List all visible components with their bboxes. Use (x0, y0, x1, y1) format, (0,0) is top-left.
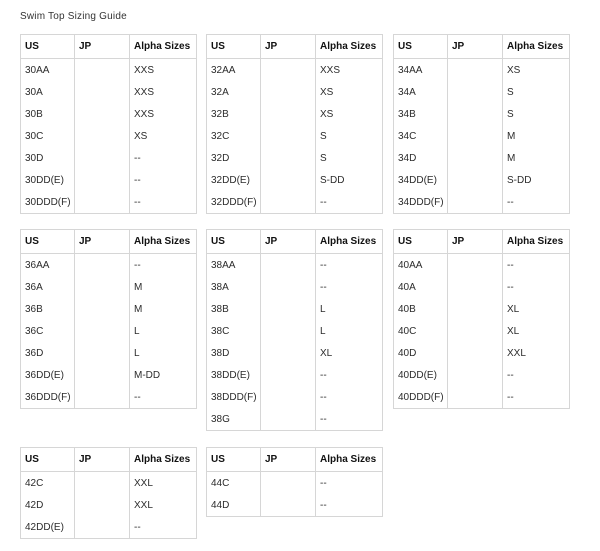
cell-jp (75, 386, 130, 409)
cell-jp (261, 254, 316, 277)
cell-jp (448, 81, 503, 103)
cell-alpha-size: -- (316, 364, 383, 386)
cell-alpha-size: XS (503, 59, 570, 82)
cell-jp (75, 191, 130, 214)
cell-us: 32DD(E) (207, 169, 261, 191)
cell-alpha-size: -- (316, 408, 383, 431)
table-row (207, 169, 383, 191)
cell-jp (448, 169, 503, 191)
header-us: US (21, 230, 75, 254)
cell-jp (75, 169, 130, 191)
table-row (21, 147, 197, 169)
cell-us: 40A (394, 276, 448, 298)
cell-alpha-size: -- (316, 254, 383, 277)
cell-jp (261, 191, 316, 214)
cell-alpha-size: -- (130, 386, 197, 409)
cell-jp (261, 59, 316, 82)
size-table-30 (20, 34, 197, 214)
table-row (207, 254, 383, 277)
size-table-40 (393, 229, 570, 409)
cell-us: 40DDD(F) (394, 386, 448, 409)
cell-jp (448, 59, 503, 82)
cell-jp (448, 298, 503, 320)
cell-alpha-size: -- (316, 472, 383, 495)
cell-alpha-size: XS (130, 125, 197, 147)
cell-us: 34C (394, 125, 448, 147)
size-table-32 (206, 34, 383, 214)
cell-alpha-size: -- (316, 276, 383, 298)
cell-alpha-size: XXS (130, 81, 197, 103)
size-table-38 (206, 229, 383, 431)
table-row (21, 516, 197, 539)
cell-alpha-size: -- (316, 494, 383, 517)
table-row (21, 276, 197, 298)
table-row (207, 191, 383, 214)
cell-alpha-size: L (130, 342, 197, 364)
header-alpha-sizes: Alpha Sizes (130, 448, 197, 472)
header-jp: JP (261, 448, 316, 472)
header-alpha-sizes: Alpha Sizes (316, 35, 383, 59)
cell-us: 32A (207, 81, 261, 103)
cell-us: 40B (394, 298, 448, 320)
table-row (394, 81, 570, 103)
table-row (394, 191, 570, 214)
cell-jp (75, 516, 130, 539)
cell-jp (75, 125, 130, 147)
cell-us: 36DD(E) (21, 364, 75, 386)
cell-jp (448, 103, 503, 125)
table-row (21, 472, 197, 495)
cell-us: 30DDD(F) (21, 191, 75, 214)
cell-jp (448, 191, 503, 214)
cell-us: 44C (207, 472, 261, 495)
cell-alpha-size: S-DD (503, 169, 570, 191)
table-row (21, 342, 197, 364)
header-jp: JP (448, 35, 503, 59)
table-row (394, 125, 570, 147)
header-alpha-sizes: Alpha Sizes (130, 35, 197, 59)
cell-jp (261, 276, 316, 298)
table-row (394, 147, 570, 169)
table-row (207, 320, 383, 342)
cell-alpha-size: M (503, 125, 570, 147)
cell-jp (75, 342, 130, 364)
table-row (21, 81, 197, 103)
cell-jp (448, 254, 503, 277)
header-alpha-sizes: Alpha Sizes (316, 448, 383, 472)
header-alpha-sizes: Alpha Sizes (316, 230, 383, 254)
cell-alpha-size: -- (503, 254, 570, 277)
table-row (21, 298, 197, 320)
cell-us: 32C (207, 125, 261, 147)
header-alpha-sizes: Alpha Sizes (130, 230, 197, 254)
table-row (207, 408, 383, 431)
table-row (21, 320, 197, 342)
header-us: US (207, 448, 261, 472)
cell-us: 40AA (394, 254, 448, 277)
cell-alpha-size: -- (130, 147, 197, 169)
cell-us: 38C (207, 320, 261, 342)
cell-us: 42DD(E) (21, 516, 75, 539)
cell-us: 34DDD(F) (394, 191, 448, 214)
table-row (394, 103, 570, 125)
table-row (207, 125, 383, 147)
cell-alpha-size: XXS (316, 59, 383, 82)
table-row (394, 386, 570, 409)
header-alpha-sizes: Alpha Sizes (503, 35, 570, 59)
cell-jp (261, 408, 316, 431)
cell-us: 38DD(E) (207, 364, 261, 386)
cell-jp (261, 386, 316, 408)
header-jp: JP (75, 448, 130, 472)
cell-jp (261, 169, 316, 191)
table-row (21, 494, 197, 516)
table-row (207, 276, 383, 298)
cell-us: 42C (21, 472, 75, 495)
header-jp: JP (261, 230, 316, 254)
table-row (21, 364, 197, 386)
table-row (207, 386, 383, 408)
table-row (394, 59, 570, 82)
cell-us: 36D (21, 342, 75, 364)
cell-us: 40D (394, 342, 448, 364)
header-alpha-sizes: Alpha Sizes (503, 230, 570, 254)
table-row (21, 59, 197, 82)
cell-jp (75, 254, 130, 277)
table-row (21, 125, 197, 147)
cell-us: 34DD(E) (394, 169, 448, 191)
table-row (207, 103, 383, 125)
header-jp: JP (75, 35, 130, 59)
table-row (394, 169, 570, 191)
table-row (21, 386, 197, 409)
table-row (21, 254, 197, 277)
cell-jp (261, 298, 316, 320)
header-us: US (394, 35, 448, 59)
cell-us: 34B (394, 103, 448, 125)
size-table-36 (20, 229, 197, 409)
cell-us: 42D (21, 494, 75, 516)
cell-us: 36C (21, 320, 75, 342)
cell-jp (261, 147, 316, 169)
cell-alpha-size: XL (503, 320, 570, 342)
cell-alpha-size: XXL (130, 494, 197, 516)
cell-alpha-size: S (316, 125, 383, 147)
cell-jp (261, 103, 316, 125)
cell-jp (75, 276, 130, 298)
cell-jp (448, 342, 503, 364)
cell-jp (75, 147, 130, 169)
cell-alpha-size: -- (130, 169, 197, 191)
cell-us: 30D (21, 147, 75, 169)
cell-jp (75, 320, 130, 342)
cell-alpha-size: M-DD (130, 364, 197, 386)
cell-jp (75, 472, 130, 495)
header-jp: JP (261, 35, 316, 59)
cell-us: 38G (207, 408, 261, 431)
table-row (207, 494, 383, 517)
cell-alpha-size: S-DD (316, 169, 383, 191)
cell-alpha-size: XS (316, 81, 383, 103)
cell-jp (261, 125, 316, 147)
table-row (207, 298, 383, 320)
cell-alpha-size: XL (316, 342, 383, 364)
cell-jp (448, 147, 503, 169)
cell-alpha-size: M (130, 276, 197, 298)
cell-alpha-size: -- (503, 364, 570, 386)
cell-alpha-size: -- (130, 254, 197, 277)
cell-us: 32B (207, 103, 261, 125)
cell-us: 38AA (207, 254, 261, 277)
table-row (394, 364, 570, 386)
cell-us: 38D (207, 342, 261, 364)
cell-alpha-size: XXS (130, 103, 197, 125)
cell-us: 34AA (394, 59, 448, 82)
cell-jp (261, 494, 316, 517)
cell-alpha-size: L (316, 298, 383, 320)
cell-us: 38B (207, 298, 261, 320)
cell-jp (261, 320, 316, 342)
cell-us: 40C (394, 320, 448, 342)
header-us: US (207, 35, 261, 59)
table-row (394, 298, 570, 320)
cell-alpha-size: XXL (503, 342, 570, 364)
cell-us: 38A (207, 276, 261, 298)
cell-jp (75, 59, 130, 82)
cell-us: 40DD(E) (394, 364, 448, 386)
cell-alpha-size: XL (503, 298, 570, 320)
cell-jp (448, 276, 503, 298)
size-table-44 (206, 447, 383, 517)
table-row (394, 342, 570, 364)
cell-us: 32DDD(F) (207, 191, 261, 214)
table-row (21, 169, 197, 191)
cell-us: 32D (207, 147, 261, 169)
cell-jp (261, 342, 316, 364)
cell-alpha-size: L (316, 320, 383, 342)
cell-jp (75, 298, 130, 320)
table-row (394, 254, 570, 277)
size-table-34 (393, 34, 570, 214)
cell-us: 36AA (21, 254, 75, 277)
cell-alpha-size: -- (316, 191, 383, 214)
cell-jp (75, 494, 130, 516)
cell-alpha-size: M (503, 147, 570, 169)
cell-alpha-size: L (130, 320, 197, 342)
table-row (207, 342, 383, 364)
cell-us: 32AA (207, 59, 261, 82)
cell-alpha-size: -- (503, 191, 570, 214)
header-jp: JP (75, 230, 130, 254)
cell-jp (261, 364, 316, 386)
table-row (21, 103, 197, 125)
table-row (394, 276, 570, 298)
cell-alpha-size: S (503, 103, 570, 125)
cell-jp (448, 125, 503, 147)
cell-alpha-size: XXS (130, 59, 197, 82)
cell-us: 36B (21, 298, 75, 320)
cell-jp (448, 320, 503, 342)
header-jp: JP (448, 230, 503, 254)
table-row (207, 147, 383, 169)
table-row (207, 59, 383, 82)
cell-jp (261, 472, 316, 495)
cell-us: 34D (394, 147, 448, 169)
page-title: Swim Top Sizing Guide (20, 11, 127, 22)
cell-alpha-size: -- (503, 386, 570, 409)
cell-jp (448, 386, 503, 409)
cell-jp (75, 81, 130, 103)
cell-alpha-size: -- (316, 386, 383, 408)
cell-us: 30A (21, 81, 75, 103)
table-row (394, 320, 570, 342)
header-us: US (21, 35, 75, 59)
header-us: US (21, 448, 75, 472)
cell-alpha-size: S (503, 81, 570, 103)
cell-jp (448, 364, 503, 386)
cell-jp (75, 364, 130, 386)
cell-jp (261, 81, 316, 103)
header-us: US (207, 230, 261, 254)
cell-alpha-size: XXL (130, 472, 197, 495)
cell-alpha-size: -- (130, 191, 197, 214)
cell-alpha-size: M (130, 298, 197, 320)
cell-us: 30AA (21, 59, 75, 82)
table-row (207, 472, 383, 495)
cell-us: 30C (21, 125, 75, 147)
cell-us: 36A (21, 276, 75, 298)
cell-us: 34A (394, 81, 448, 103)
cell-us: 36DDD(F) (21, 386, 75, 409)
cell-alpha-size: -- (130, 516, 197, 539)
size-table-42 (20, 447, 197, 539)
cell-alpha-size: -- (503, 276, 570, 298)
cell-us: 44D (207, 494, 261, 517)
cell-us: 38DDD(F) (207, 386, 261, 408)
table-row (207, 81, 383, 103)
header-us: US (394, 230, 448, 254)
cell-jp (75, 103, 130, 125)
cell-us: 30B (21, 103, 75, 125)
table-row (21, 191, 197, 214)
cell-alpha-size: XS (316, 103, 383, 125)
table-row (207, 364, 383, 386)
cell-us: 30DD(E) (21, 169, 75, 191)
cell-alpha-size: S (316, 147, 383, 169)
